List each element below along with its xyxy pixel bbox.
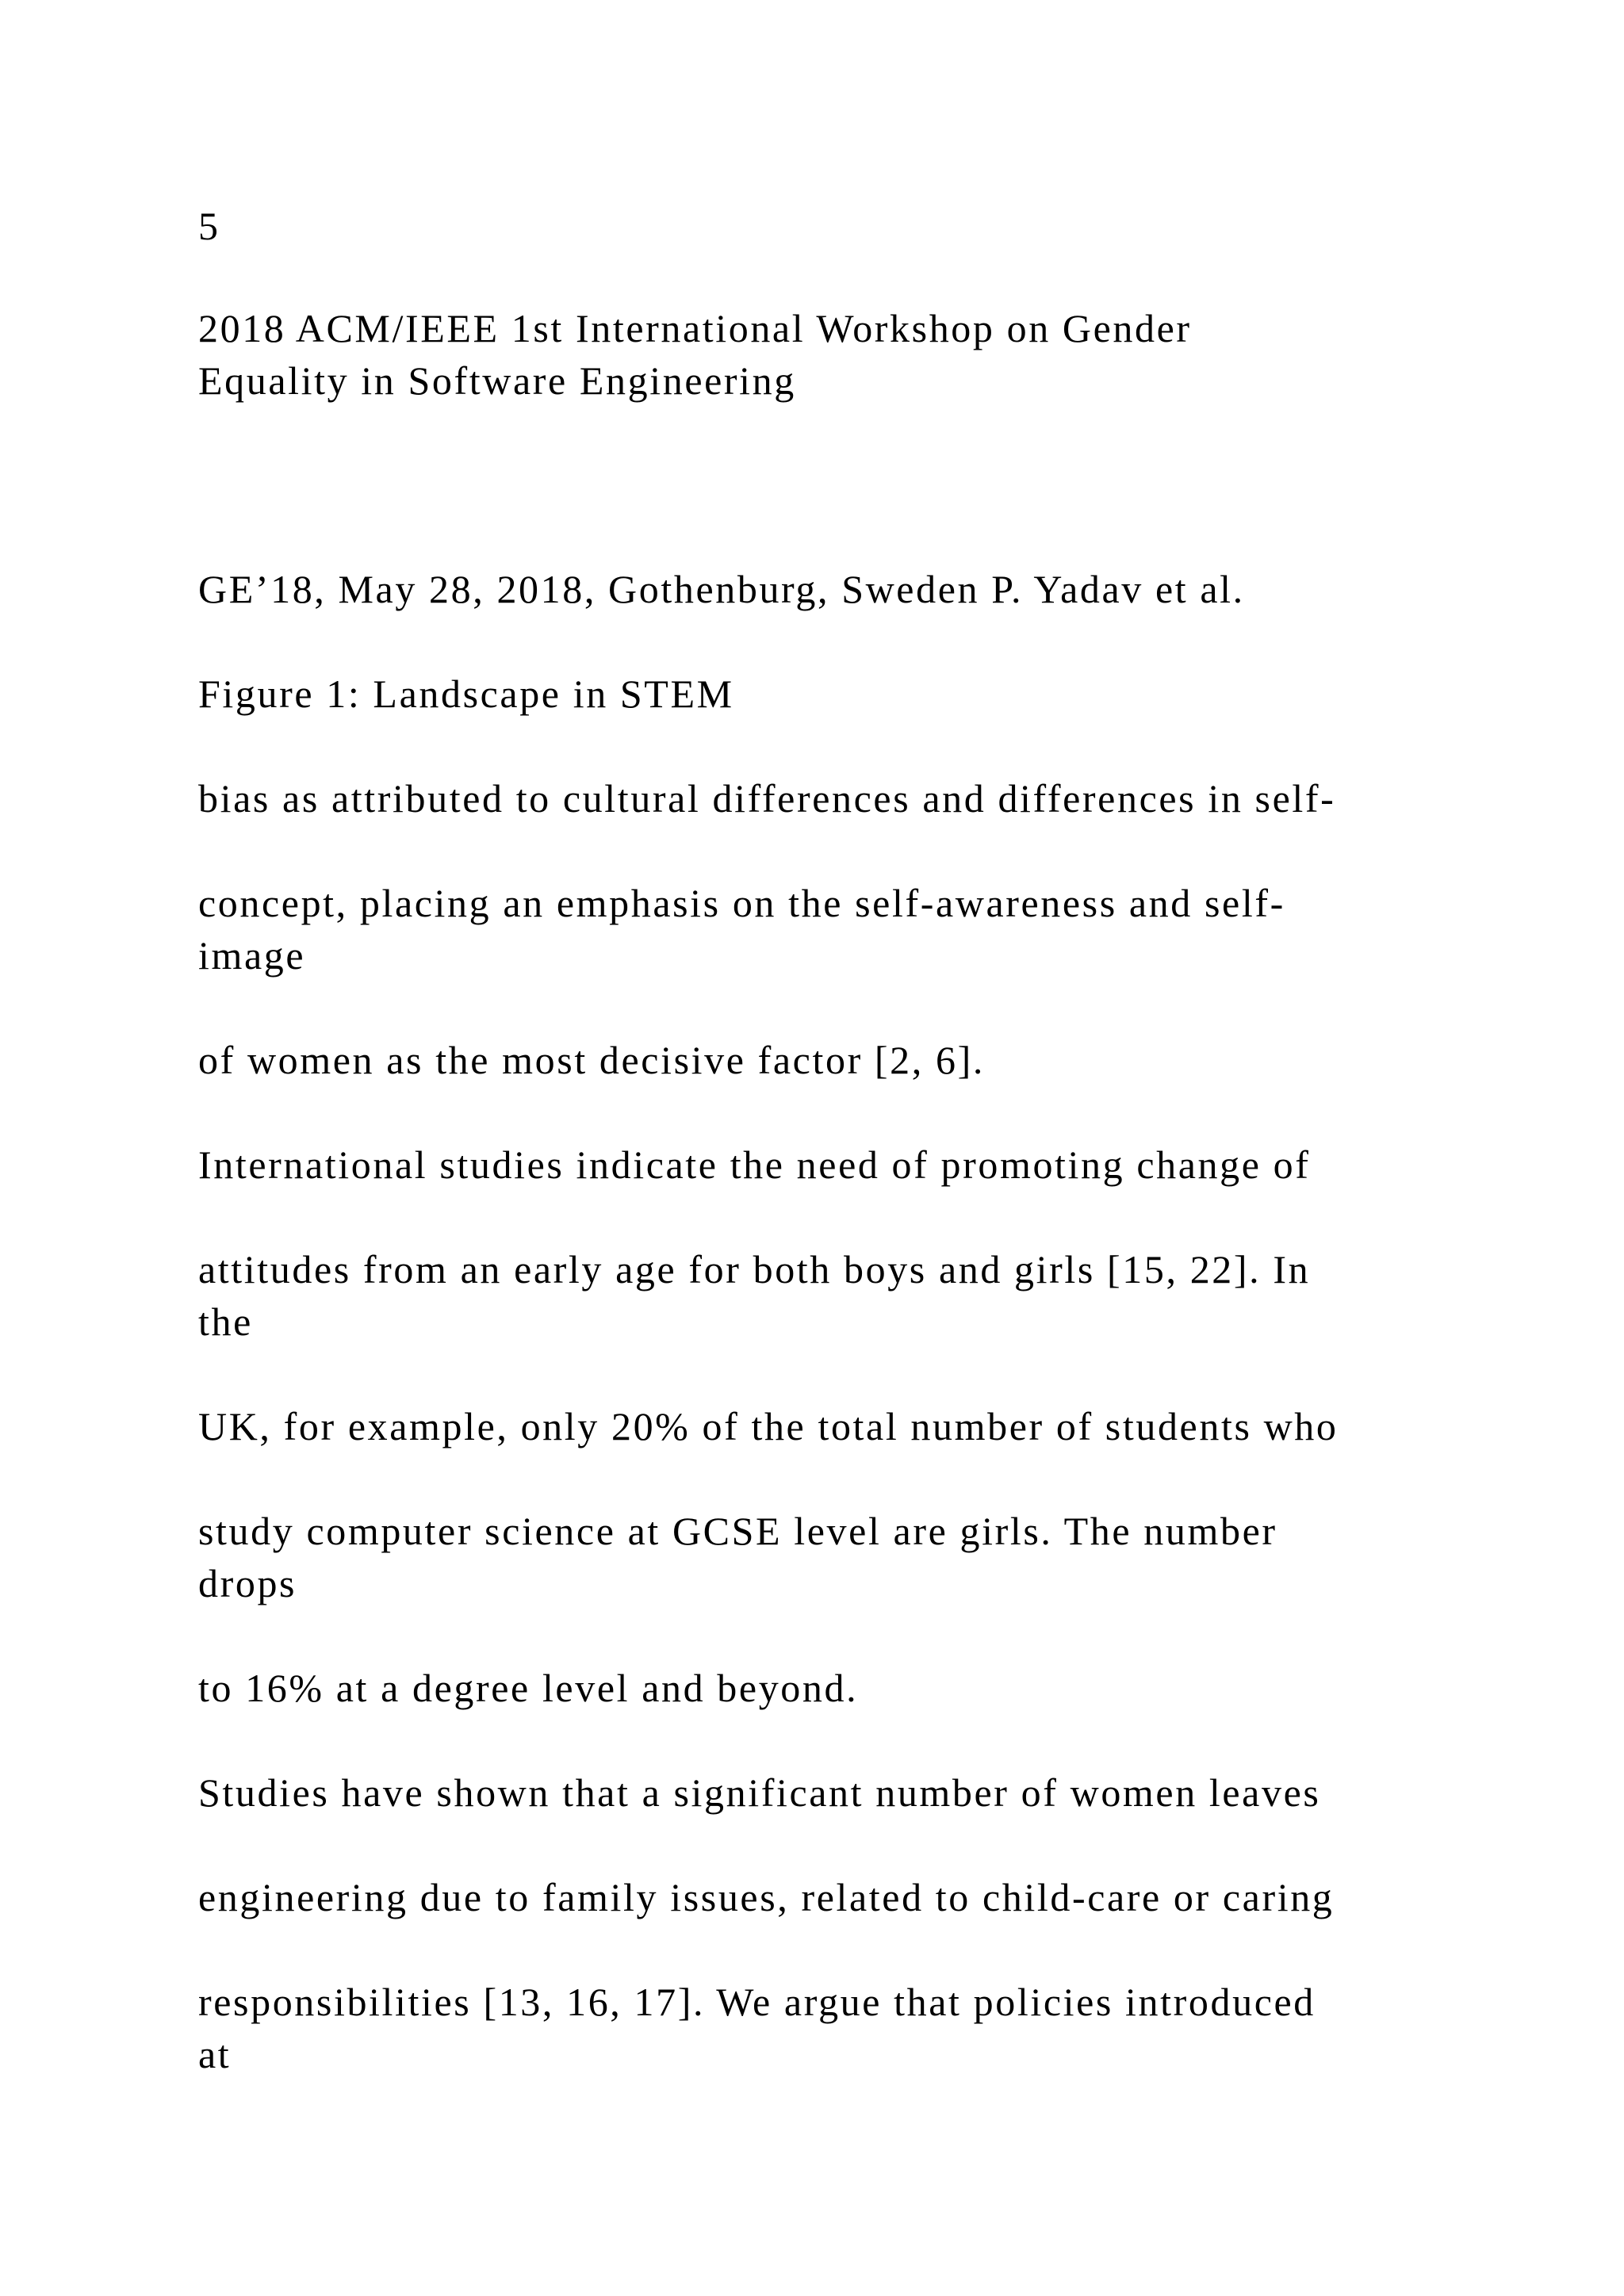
conference-title-line-1: 2018 ACM/IEEE 1st International Workshop on Gender	[198, 306, 1192, 350]
body-line: International studies indicate the need of promoting change of	[198, 1142, 1311, 1187]
body-line: responsibilities [13, 16, 17]. We argue that policies introduced	[198, 1980, 1316, 2024]
body-line: the	[198, 1299, 253, 1344]
body-line: engineering due to family issues, related to child-care or caring	[198, 1875, 1335, 1919]
conference-title-line-2: Equality in Software Engineering	[198, 358, 796, 403]
body-line: of women as the most decisive factor [2, 6].	[198, 1038, 985, 1082]
body-line: concept, placing an emphasis on the self-awareness and self-	[198, 881, 1285, 925]
running-header: GE’18, May 28, 2018, Gothenburg, Sweden P. Yadav et al.	[198, 567, 1245, 611]
body-line: Studies have shown that a significant number of women leaves	[198, 1770, 1321, 1815]
body-line: attitudes from an early age for both boys and girls [15, 22]. In	[198, 1247, 1311, 1292]
body-line: at	[198, 2032, 232, 2076]
body-line: bias as attributed to cultural differences and differences in self-	[198, 776, 1336, 821]
figure-caption: Figure 1: Landscape in STEM	[198, 672, 734, 716]
body-line: to 16% at a degree level and beyond.	[198, 1666, 859, 1710]
page-number: 5	[198, 204, 220, 248]
body-line: drops	[198, 1561, 297, 1605]
body-line: study computer science at GCSE level are girls. The number	[198, 1509, 1277, 1553]
body-line: image	[198, 933, 306, 978]
body-line: UK, for example, only 20% of the total number of students who	[198, 1404, 1339, 1448]
